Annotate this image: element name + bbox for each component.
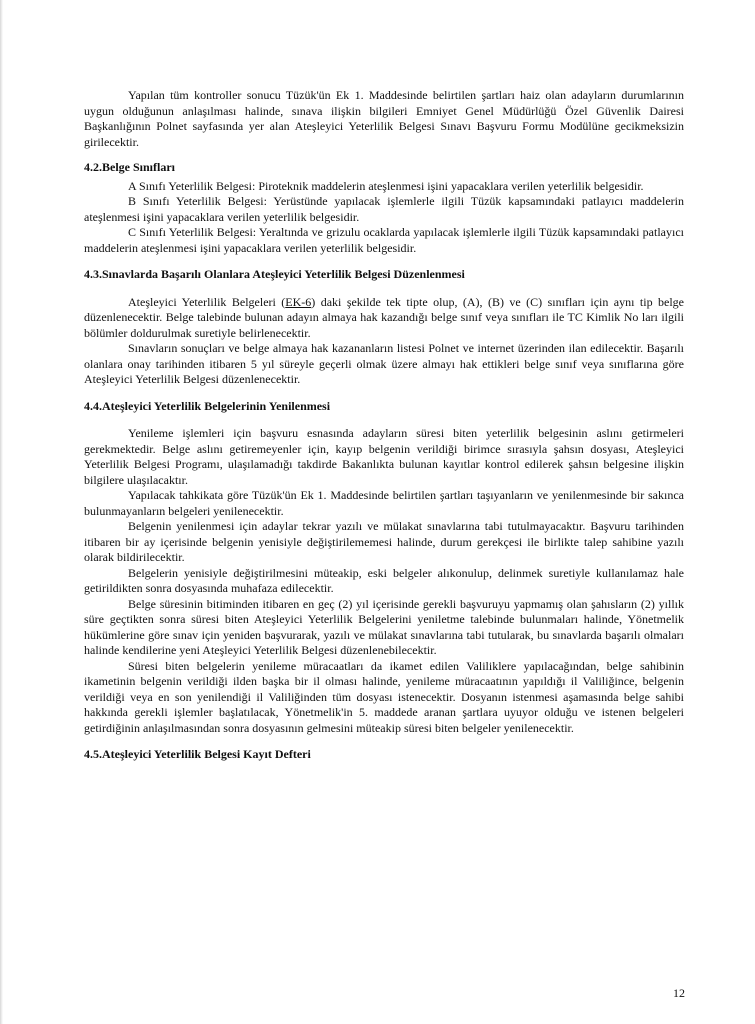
ek-6-link[interactable]: EK-6 — [285, 294, 312, 309]
class-b-paragraph: B Sınıfı Yeterlilik Belgesi: Yerüstünde yapılacak işlemlerle ilgili Tüzük kapsamındaki patlayıcı maddelerin ateşlenmesi işini yapacaklara verilen yeterlilik belgesidir. — [84, 194, 684, 224]
renewal-investigation-paragraph: Yapılacak tahkikata göre Tüzük'ün Ek 1. Maddesinde belirtilen şartları taşıyanların ve yenilenmesinde bir sakınca bulunmayanların belgeleri yenilenecektir. — [84, 488, 684, 518]
residence-renewal-paragraph: Süresi biten belgelerin yenileme müracaatları da ikamet edilen Valiliklere yapılacağından, belge sahibinin ikametinin belgenin verildiği ilden başka bir il olması halinde, yenileme müracaatının yapıldığı il Valiliğince, belgenin verildiği veya en son yenilendiği il Valiliğinden tüm dosyası istenecektir. Dosyanın istenmesi aşamasında belge sahibi hakkında gerekli işlemler başlatılacak, Yönetmelik'in 5. maddede aranan şartlara uyuyor olduğu ve istenen belgeleri getirdiğinin anlaşılmasından sonra dosyasının gelmesini müteakip süresi biten belgeler yenilenecektir. — [84, 658, 684, 735]
certificate-format-paragraph — [84, 295, 684, 342]
certificate-format-text-end: ) daki şekilde tek tipte olup, (A), (B) ve (C) sınıfları için aynı tip belge düzenlenecektir. Belge talebinde bulunan adayın almaya hak kazandığı belge sınıf veya sınıfları ile TC Kimlik No ları ilgili bölümler doldurulmak suretiyle belirlenecektir. — [84, 294, 684, 340]
class-c-paragraph: C Sınıfı Yeterlilik Belgesi: Yeraltında ve grizulu ocaklarda yapılacak işlemlerle ilgili Tüzük kapsamındaki patlayıcı maddelerin ateşlenmesi işini yapacaklara verilen yeterlilik belgesidir. — [84, 225, 684, 255]
intro-paragraph: Yapılan tüm kontroller sonucu Tüzük'ün Ek 1. Maddesinde belirtilen şartları haiz olan adayların durumlarının uygun olduğunun anlaşılması halinde, sınava ilişkin bilgileri Emniyet Genel Müdürlüğü Özel Güvenlik Dairesi Başkanlığının Polnet sayfasında yer alan Ateşleyici Yeterlilik Belgesi Sınavı Başvuru Formu Modülüne gecikmeksizin girilecektir. — [84, 88, 684, 149]
document-page — [84, 88, 684, 775]
scan-edge-shadow — [0, 0, 3, 1024]
section-heading-4-4: 4.4.Ateşleyici Yeterlilik Belgelerinin Yenilenmesi — [84, 398, 331, 413]
page-number: 12 — [673, 986, 685, 1000]
exam-results-paragraph: Sınavların sonuçları ve belge almaya hak kazananların listesi Polnet ve internet üzerinden ilan edilecektir. Başarılı olanlara onay tarihinden itibaren 5 yıl süreyle geçerli olmak üzere almayı hak ettikleri belge sınıf veya sınıflarına göre Ateşleyici Yeterlilik Belgesi düzenlenecektir. — [84, 341, 684, 386]
renewal-no-exam-paragraph: Belgenin yenilenmesi için adaylar tekrar yazılı ve mülakat sınavlarına tabi tutulmayacaktır. Başvuru tarihinden itibaren bir ay içerisinde belgenin yenisiyle değiştirilememesi halinde, durum gerekçesi ile birlikte talep sahibine yazılı olarak bildirilecektir. — [84, 519, 684, 564]
expired-two-years-paragraph: Belge süresinin bitiminden itibaren en geç (2) yıl içerisinde gerekli başvuruyu yapmamış olan şahısların (2) yıllık süre geçtikten sonra süresi biten Ateşleyici Yeterlilik Belgelerini yeniletme talebinde bulunmaları halinde, Yönetmelik hükümlerine göre sınav için yeniden başvurarak, yazılı ve mülakat sınavlarına tabi tutularak, bu sınavlarda başarılı olmaları halinde kendilerine yeni Ateşleyici Yeterlilik Belgesi düzenlenebilecektir. — [84, 596, 684, 657]
old-certificate-paragraph: Belgelerin yenisiyle değiştirilmesini müteakip, eski belgeler alıkonulup, delinmek suretiyle kullanılamaz hale getirildikten sonra dosyasında muhafaza edilecektir. — [84, 565, 684, 595]
renewal-application-paragraph: Yenileme işlemleri için başvuru esnasında adayların süresi biten yeterlilik belgesinin aslını getirmeleri gerekmektedir. Belge aslını getiremeyenler için, kayıp belgenin verildiği birimce sırasıyla şahsın dosyası, Ateşleyici Yeterlilik Belgesi Programı, ulaşılamadığı takdirde Bakanlıkta bulunan kayıtlar kontrol edilerek şahsın belgesine ilişkin bilgilere ulaşılacaktır. — [84, 426, 684, 487]
class-a-paragraph: A Sınıfı Yeterlilik Belgesi: Piroteknik maddelerin ateşlenmesi işini yapacaklara verilen yeterlilik belgesidir. — [128, 178, 644, 193]
section-heading-4-3: 4.3.Sınavlarda Başarılı Olanlara Ateşleyici Yeterlilik Belgesi Düzenlenmesi — [84, 267, 465, 281]
section-heading-4-5: 4.5.Ateşleyici Yeterlilik Belgesi Kayıt Defteri — [84, 747, 311, 761]
section-heading-4-2: 4.2.Belge Sınıfları — [84, 160, 175, 174]
certificate-format-text-start: Ateşleyici Yeterlilik Belgeleri ( — [128, 294, 286, 309]
